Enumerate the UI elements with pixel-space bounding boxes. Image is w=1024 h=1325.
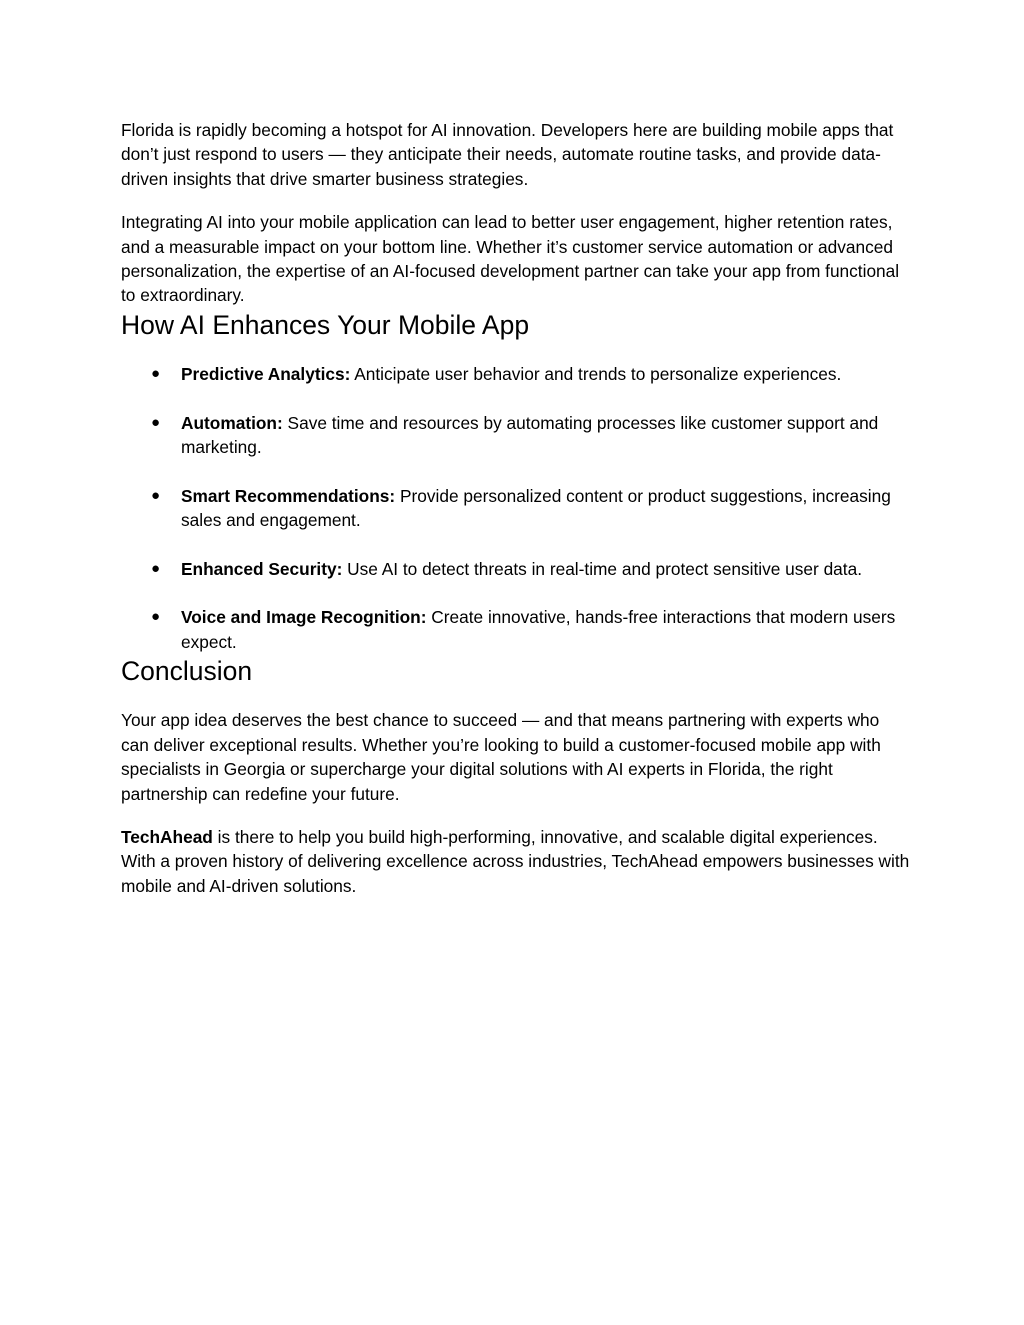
conclusion-paragraph-2 — [121, 825, 911, 898]
intro-paragraph-2: Integrating AI into your mobile application can lead to better user engagement, higher retention rates, and a measurable impact on your bottom line. Whether it’s customer service automation or advanced personalization, the expertise of an AI-focused development partner can take your app from functional to extraordinary. — [121, 212, 900, 306]
section-heading-ai: How AI Enhances Your Mobile App — [121, 309, 530, 340]
list-item — [121, 605, 911, 654]
bullet-text: Save time and resources by automating processes like customer support and marketing. — [181, 412, 879, 457]
bullet-icon: ● — [151, 364, 161, 382]
bullet-title: Predictive Analytics: — [181, 363, 351, 384]
brand-name: TechAhead — [121, 826, 213, 847]
bullet-text: Provide personalized content or product suggestions, increasing sales and engagement. — [181, 485, 891, 531]
bullet-text: Use AI to detect threats in real-time and protect sensitive user data. — [342, 558, 863, 579]
bullet-title: Automation: — [181, 412, 283, 433]
list-item — [121, 411, 911, 460]
bullet-icon: ● — [151, 486, 161, 504]
bullet-icon: ● — [151, 413, 161, 431]
list-item — [121, 484, 911, 533]
list-item — [121, 557, 911, 581]
bullet-text: Anticipate user behavior and trends to personalize experiences. — [350, 363, 842, 384]
document-page — [121, 118, 911, 898]
intro-paragraph-1: Florida is rapidly becoming a hotspot for AI innovation. Developers here are building mobile apps that don’t just respond to users — they anticipate their needs, automate routine tasks, and provide data-driven insights that drive smarter business strategies. — [121, 120, 894, 189]
conclusion-paragraph-2-text: is there to help you build high-performing, innovative, and scalable digital experiences. With a proven history of delivering excellence across industries, TechAhead empowers businesses with mobile and AI-driven solutions. — [121, 826, 910, 896]
bullet-title: Enhanced Security: — [181, 558, 343, 579]
list-item — [121, 362, 911, 386]
bullet-title: Voice and Image Recognition: — [181, 607, 427, 628]
bullet-title: Smart Recommendations: — [181, 485, 396, 506]
conclusion-paragraph-1: Your app idea deserves the best chance to succeed — and that means partnering with experts who can deliver exceptional results. Whether you’re looking to build a customer-focused mobile app with specialists in Georgia or supercharge your digital solutions with AI experts in Florida, the right partnership can redefine your future. — [121, 710, 881, 804]
ai-benefits-list — [121, 362, 911, 654]
bullet-text: Create innovative, hands-free interactions that modern users expect. — [181, 607, 896, 652]
bullet-icon: ● — [151, 559, 161, 577]
bullet-icon: ● — [151, 608, 161, 626]
section-heading-conclusion: Conclusion — [121, 656, 253, 687]
